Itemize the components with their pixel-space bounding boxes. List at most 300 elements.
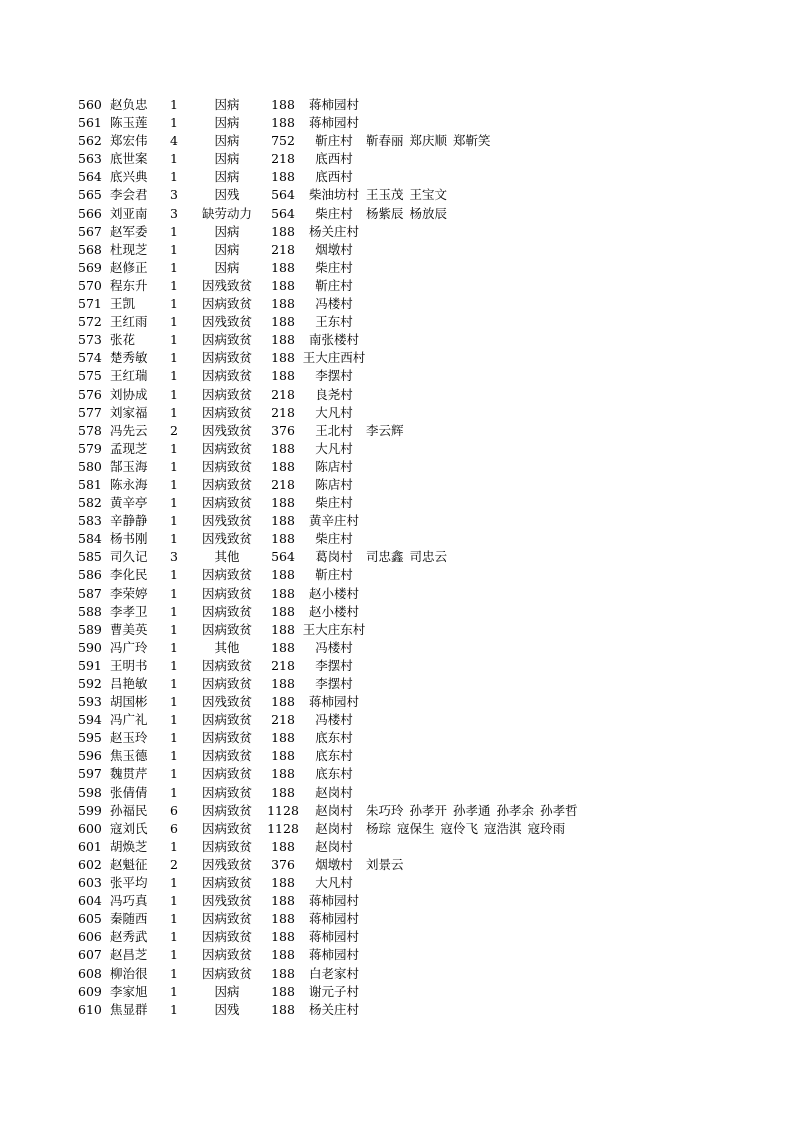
subsidy-amount: 218 (271, 476, 295, 492)
poverty-reason: 因病致贫 (201, 350, 252, 366)
poverty-reason: 因病致贫 (201, 748, 252, 764)
row-number: 572 (78, 314, 102, 330)
village-name: 李摆村 (315, 368, 353, 384)
householder-name: 李荣婷 (110, 585, 148, 601)
household-count: 1 (170, 259, 178, 275)
table-row (0, 566, 793, 584)
family-members (366, 205, 626, 223)
village-name: 李摆村 (315, 657, 353, 673)
subsidy-amount: 188 (271, 513, 295, 529)
householder-name: 底世案 (110, 151, 148, 167)
subsidy-amount: 188 (271, 911, 295, 927)
village-name: 黄辛庄村 (308, 513, 359, 529)
householder-name: 冯广玲 (110, 639, 148, 655)
family-member-name: 郑庆顺 (409, 133, 448, 149)
row-number: 598 (78, 784, 102, 800)
subsidy-amount: 188 (271, 223, 295, 239)
householder-name: 杜现芝 (110, 241, 148, 257)
householder-name: 李孝卫 (110, 603, 148, 619)
row-number: 608 (78, 965, 102, 981)
village-name: 底东村 (315, 748, 353, 764)
poverty-reason: 因病致贫 (201, 802, 252, 818)
row-number: 584 (78, 531, 102, 547)
poverty-reason: 因病 (214, 259, 240, 275)
village-name: 蒋柿园村 (308, 911, 359, 927)
householder-name: 刘家福 (110, 404, 148, 420)
table-row (0, 784, 793, 802)
poverty-reason: 缺劳动力 (201, 205, 252, 221)
family-member-name: 司忠鑫 (366, 549, 404, 565)
household-count: 1 (170, 657, 178, 673)
subsidy-amount: 218 (271, 386, 295, 402)
row-number: 568 (78, 241, 102, 257)
table-row (0, 965, 793, 983)
row-number: 591 (78, 657, 102, 673)
householder-name: 柳治很 (110, 965, 148, 981)
householder-name: 司久记 (110, 549, 148, 565)
poverty-reason: 因病 (214, 223, 240, 239)
householder-name: 冯巧真 (110, 893, 148, 909)
table-row (0, 223, 793, 241)
household-count: 6 (170, 802, 178, 818)
subsidy-amount: 188 (271, 694, 295, 710)
poverty-reason: 因病致贫 (201, 404, 252, 420)
household-count: 1 (170, 223, 178, 239)
row-number: 610 (78, 1001, 102, 1017)
table-row (0, 820, 793, 838)
subsidy-amount: 188 (271, 965, 295, 981)
poverty-reason: 因病 (214, 241, 240, 257)
poverty-reason: 因病致贫 (201, 929, 252, 945)
householder-name: 秦随西 (110, 911, 148, 927)
village-name: 王大庄西村 (302, 350, 366, 366)
poverty-reason: 因病 (214, 983, 240, 999)
village-name: 蒋柿园村 (308, 97, 359, 112)
table-row (0, 856, 793, 874)
village-name: 陈店村 (315, 476, 353, 492)
subsidy-amount: 188 (271, 314, 295, 330)
table-row (0, 331, 793, 349)
poverty-reason: 因病致贫 (201, 838, 252, 854)
subsidy-amount: 1128 (267, 820, 299, 836)
village-name: 冯楼村 (315, 296, 353, 312)
village-name: 王东村 (315, 314, 353, 330)
table-row (0, 657, 793, 675)
householder-name: 寇刘氏 (110, 820, 148, 836)
table-row (0, 910, 793, 928)
household-count: 3 (170, 549, 178, 565)
subsidy-amount: 188 (271, 621, 295, 637)
household-count: 1 (170, 332, 178, 348)
poverty-reason: 因残 (214, 187, 240, 203)
poverty-reason: 因残致贫 (201, 277, 252, 293)
subsidy-amount: 188 (271, 296, 295, 312)
householder-name: 赵秀武 (110, 929, 148, 945)
householder-name: 程东升 (110, 277, 148, 293)
table-row (0, 548, 793, 566)
householder-name: 郑宏伟 (110, 133, 148, 149)
family-member-name: 寇伶飞 (440, 820, 479, 836)
table-row (0, 621, 793, 639)
subsidy-amount: 188 (271, 838, 295, 854)
subsidy-amount: 188 (271, 875, 295, 891)
table-row (0, 711, 793, 729)
village-name: 柴庄村 (315, 495, 353, 511)
row-number: 564 (78, 169, 102, 185)
poverty-reason: 因病 (214, 133, 240, 149)
row-number: 574 (78, 350, 102, 366)
table-row (0, 277, 793, 295)
village-name: 赵岗村 (315, 838, 353, 854)
subsidy-amount: 564 (271, 187, 295, 203)
row-number: 593 (78, 694, 102, 710)
village-name: 蒋柿园村 (308, 929, 359, 945)
table-row (0, 512, 793, 530)
village-name: 大凡村 (315, 404, 353, 420)
row-number: 569 (78, 259, 102, 275)
table-row (0, 367, 793, 385)
table-row (0, 114, 793, 132)
row-number: 603 (78, 875, 102, 891)
village-name: 王北村 (315, 422, 353, 438)
row-number: 560 (78, 97, 102, 112)
household-count: 1 (170, 947, 178, 963)
row-number: 578 (78, 422, 102, 438)
poverty-reason: 因病 (214, 169, 240, 185)
poverty-reason: 因残致贫 (201, 314, 252, 330)
village-name: 底东村 (315, 730, 353, 746)
householder-name: 李会君 (110, 187, 148, 203)
subsidy-amount: 188 (271, 603, 295, 619)
row-number: 594 (78, 712, 102, 728)
poverty-reason: 因病致贫 (201, 820, 252, 836)
family-member-name: 寇浩淇 (484, 820, 522, 836)
village-name: 赵小楼村 (308, 585, 359, 601)
household-count: 1 (170, 567, 178, 583)
householder-name: 陈玉莲 (110, 115, 148, 131)
household-count: 3 (170, 205, 178, 221)
subsidy-amount: 188 (271, 97, 295, 112)
poverty-reason: 因病 (214, 97, 240, 112)
village-name: 杨关庄村 (308, 1001, 359, 1017)
poverty-reason: 因残 (214, 1001, 240, 1017)
poverty-reason: 因病致贫 (201, 911, 252, 927)
subsidy-amount: 218 (271, 712, 295, 728)
household-count: 1 (170, 838, 178, 854)
row-number: 580 (78, 458, 102, 474)
row-number: 601 (78, 838, 102, 854)
household-count: 1 (170, 350, 178, 366)
table-row (0, 765, 793, 783)
poverty-reason: 因残致贫 (201, 694, 252, 710)
row-number: 573 (78, 332, 102, 348)
row-number: 571 (78, 296, 102, 312)
householder-name: 楚秀敏 (110, 350, 148, 366)
household-count: 1 (170, 875, 178, 891)
subsidy-amount: 188 (271, 929, 295, 945)
householder-name: 辛静静 (110, 513, 148, 529)
household-count: 2 (170, 856, 178, 872)
village-name: 谢元子村 (308, 983, 359, 999)
subsidy-amount: 188 (271, 585, 295, 601)
householder-name: 曹美英 (110, 621, 148, 637)
subsidy-amount: 188 (271, 676, 295, 691)
village-name: 南张楼村 (308, 332, 359, 348)
subsidy-amount: 188 (271, 893, 295, 909)
householder-name: 赵玉玲 (110, 730, 148, 746)
row-number: 609 (78, 983, 102, 999)
table-row (0, 639, 793, 657)
poverty-reason: 因病致贫 (201, 296, 252, 312)
householder-name: 张倩倩 (110, 784, 148, 800)
table-row (0, 168, 793, 186)
householder-name: 冯广礼 (110, 712, 148, 728)
row-number: 602 (78, 856, 102, 872)
household-count: 1 (170, 1001, 178, 1017)
village-name: 烟墩村 (315, 241, 353, 257)
household-count: 1 (170, 476, 178, 492)
household-count: 1 (170, 513, 178, 529)
household-count: 1 (170, 965, 178, 981)
poverty-reason: 因病致贫 (201, 585, 252, 601)
household-count: 1 (170, 784, 178, 800)
poverty-reason: 因病致贫 (201, 621, 252, 637)
table-row (0, 983, 793, 1001)
poverty-reason: 因病致贫 (201, 947, 252, 963)
householder-name: 赵负忠 (110, 97, 148, 112)
row-number: 582 (78, 495, 102, 511)
family-member-name: 朱巧玲 (366, 802, 404, 818)
village-name: 赵岗村 (315, 802, 353, 818)
householder-name: 王凯 (110, 296, 136, 312)
family-member-name: 王玉茂 (366, 187, 404, 203)
family-member-name: 孙孝哲 (540, 802, 578, 818)
poverty-reason: 因残致贫 (201, 513, 252, 529)
recipient-table (0, 96, 793, 1019)
row-number: 595 (78, 730, 102, 746)
household-count: 1 (170, 458, 178, 474)
table-row (0, 150, 793, 168)
household-count: 1 (170, 585, 178, 601)
family-members (366, 856, 626, 874)
subsidy-amount: 218 (271, 151, 295, 167)
table-row (0, 476, 793, 494)
subsidy-amount: 188 (271, 983, 295, 999)
householder-name: 李家旭 (110, 983, 148, 999)
poverty-reason: 因残致贫 (201, 856, 252, 872)
poverty-reason: 因残致贫 (201, 422, 252, 438)
village-name: 大凡村 (315, 440, 353, 456)
poverty-reason: 因残致贫 (201, 893, 252, 909)
village-name: 赵岗村 (315, 820, 353, 836)
householder-name: 刘亚南 (110, 205, 148, 221)
row-number: 567 (78, 223, 102, 239)
poverty-reason: 因病致贫 (201, 676, 252, 691)
family-members (366, 422, 626, 440)
village-name: 蒋柿园村 (308, 893, 359, 909)
subsidy-amount: 188 (271, 947, 295, 963)
household-count: 1 (170, 277, 178, 293)
household-count: 1 (170, 911, 178, 927)
family-member-name: 孙孝余 (496, 802, 535, 818)
householder-name: 底兴典 (110, 169, 148, 185)
household-count: 1 (170, 929, 178, 945)
household-count: 1 (170, 314, 178, 330)
household-count: 1 (170, 151, 178, 167)
row-number: 583 (78, 513, 102, 529)
village-name: 柴庄村 (315, 531, 353, 547)
row-number: 579 (78, 440, 102, 456)
poverty-reason: 因病 (214, 151, 240, 167)
table-row (0, 422, 793, 440)
table-row (0, 132, 793, 150)
village-name: 靳庄村 (315, 567, 353, 583)
householder-name: 魏贯芹 (110, 766, 148, 782)
household-count: 1 (170, 495, 178, 511)
village-name: 底东村 (315, 766, 353, 782)
householder-name: 郜玉海 (110, 458, 148, 474)
row-number: 587 (78, 585, 102, 601)
household-count: 1 (170, 169, 178, 185)
village-name: 柴庄村 (315, 205, 353, 221)
subsidy-amount: 188 (271, 440, 295, 456)
subsidy-amount: 188 (271, 1001, 295, 1017)
village-name: 底西村 (315, 151, 353, 167)
householder-name: 胡国彬 (110, 694, 148, 710)
householder-name: 张花 (110, 332, 136, 348)
household-count: 6 (170, 820, 178, 836)
family-member-name: 王宝文 (409, 187, 448, 203)
family-members (366, 820, 626, 838)
table-row (0, 1001, 793, 1019)
row-number: 588 (78, 603, 102, 619)
subsidy-amount: 376 (271, 422, 295, 438)
village-name: 柴庄村 (315, 259, 353, 275)
subsidy-amount: 188 (271, 169, 295, 185)
household-count: 1 (170, 404, 178, 420)
table-row (0, 874, 793, 892)
table-row (0, 946, 793, 964)
family-member-name: 杨放辰 (409, 205, 448, 221)
subsidy-amount: 188 (271, 368, 295, 384)
table-row (0, 802, 793, 820)
row-number: 575 (78, 368, 102, 384)
householder-name: 胡焕芝 (110, 838, 148, 854)
poverty-reason: 因病致贫 (201, 784, 252, 800)
subsidy-amount: 188 (271, 115, 295, 131)
table-row (0, 440, 793, 458)
poverty-reason: 因病致贫 (201, 567, 252, 583)
table-row (0, 838, 793, 856)
subsidy-amount: 188 (271, 531, 295, 547)
village-name: 李摆村 (315, 676, 353, 691)
householder-name: 焦显群 (110, 1001, 148, 1017)
row-number: 605 (78, 911, 102, 927)
table-row (0, 675, 793, 693)
subsidy-amount: 188 (271, 495, 295, 511)
row-number: 599 (78, 802, 102, 818)
table-row (0, 186, 793, 204)
subsidy-amount: 188 (271, 567, 295, 583)
village-name: 赵岗村 (315, 784, 353, 800)
household-count: 2 (170, 422, 178, 438)
row-number: 592 (78, 676, 102, 691)
household-count: 3 (170, 187, 178, 203)
table-row (0, 205, 793, 223)
poverty-reason: 因病 (214, 115, 240, 131)
poverty-reason: 因病致贫 (201, 495, 252, 511)
poverty-reason: 因病致贫 (201, 368, 252, 384)
table-row (0, 892, 793, 910)
family-members (366, 802, 626, 820)
family-member-name: 杨紫辰 (366, 205, 404, 221)
householder-name: 杨书刚 (110, 531, 148, 547)
householder-name: 王红瑞 (110, 368, 148, 384)
village-name: 蒋柿园村 (308, 115, 359, 131)
table-row (0, 259, 793, 277)
village-name: 冯楼村 (315, 639, 353, 655)
poverty-reason: 因病致贫 (201, 875, 252, 891)
table-row (0, 693, 793, 711)
householder-name: 王明书 (110, 657, 148, 673)
householder-name: 黄辛亭 (110, 495, 148, 511)
row-number: 607 (78, 947, 102, 963)
family-member-name: 李云辉 (366, 422, 404, 438)
table-row (0, 295, 793, 313)
poverty-reason: 因病致贫 (201, 386, 252, 402)
household-count: 1 (170, 603, 178, 619)
subsidy-amount: 188 (271, 350, 295, 366)
table-row (0, 404, 793, 422)
household-count: 1 (170, 368, 178, 384)
table-row (0, 241, 793, 259)
poverty-reason: 因病致贫 (201, 440, 252, 456)
household-count: 1 (170, 694, 178, 710)
household-count: 1 (170, 730, 178, 746)
subsidy-amount: 218 (271, 404, 295, 420)
row-number: 586 (78, 567, 102, 583)
family-members (366, 132, 626, 150)
poverty-reason: 因病致贫 (201, 603, 252, 619)
table-row (0, 928, 793, 946)
subsidy-amount: 376 (271, 856, 295, 872)
family-member-name: 郑靳笑 (453, 133, 491, 149)
poverty-reason: 因病致贫 (201, 476, 252, 492)
village-name: 良尧村 (315, 386, 353, 402)
family-member-name: 刘景云 (366, 856, 404, 872)
village-name: 王大庄东村 (302, 621, 366, 637)
family-members (366, 186, 626, 204)
household-count: 1 (170, 97, 178, 112)
poverty-reason: 因病致贫 (201, 712, 252, 728)
village-name: 葛岗村 (315, 549, 353, 565)
poverty-reason: 因病致贫 (201, 766, 252, 782)
village-name: 杨关庄村 (308, 223, 359, 239)
row-number: 581 (78, 476, 102, 492)
poverty-reason: 因病致贫 (201, 332, 252, 348)
row-number: 589 (78, 621, 102, 637)
householder-name: 焦玉德 (110, 748, 148, 764)
householder-name: 吕艳敏 (110, 676, 148, 691)
village-name: 靳庄村 (315, 277, 353, 293)
subsidy-amount: 188 (271, 784, 295, 800)
table-row (0, 530, 793, 548)
household-count: 1 (170, 639, 178, 655)
household-count: 1 (170, 531, 178, 547)
householder-name: 赵修正 (110, 259, 148, 275)
subsidy-amount: 218 (271, 241, 295, 257)
subsidy-amount: 188 (271, 277, 295, 293)
